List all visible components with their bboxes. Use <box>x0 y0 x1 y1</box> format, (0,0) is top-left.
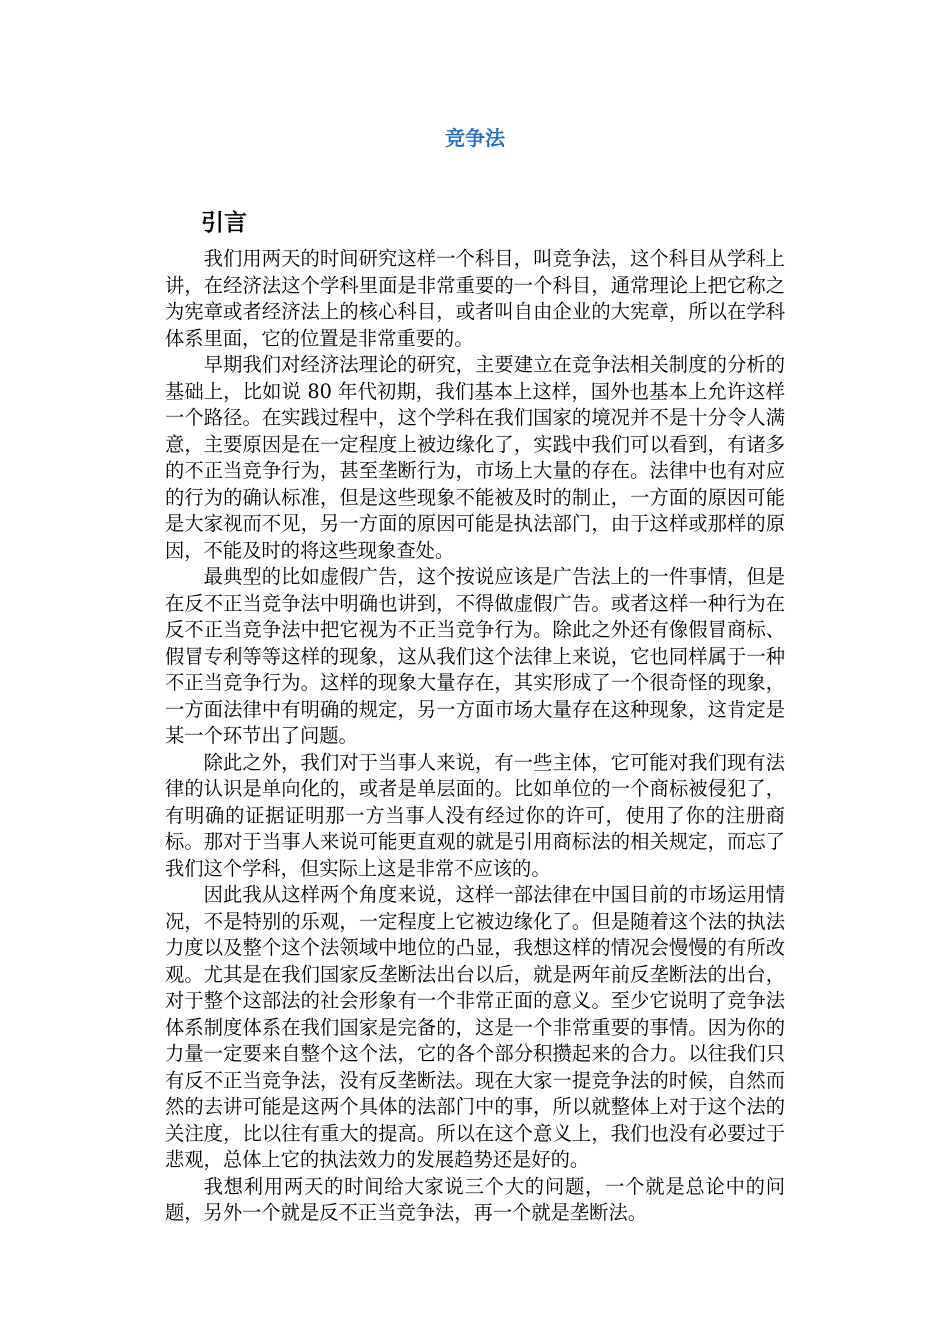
body-text <box>165 246 785 1227</box>
paragraph-5: 因此我从这样两个角度来说，这样一部法律在中国目前的市场运用情况，不是特别的乐观，一定程度上它被边缘化了。但是随着这个法的执法力度以及整个这个法领域中地位的凸显，我想这样的情况会慢慢的有所改观。尤其是在我们国家反垄断法出台以后，就是两年前反垄断法的出台，对于整个这部法的社会形象有一个非常正面的意义。至少它说明了竞争法体系制度体系在我们国家是完备的，这是一个非常重要的事情。因为你的力量一定要来自整个这个法，它的各个部分积攒起来的合力。以往我们只有反不正当竞争法，没有反垄断法。现在大家一提竞争法的时候，自然而然的去讲可能是这两个具体的法部门中的事，所以就整体上对于这个法的关注度，比以往有重大的提高。所以在这个意义上，我们也没有必要过于悲观，总体上它的执法效力的发展趋势还是好的。 <box>165 883 785 1171</box>
section-heading: 引言 <box>201 210 247 236</box>
paragraph-4: 除此之外，我们对于当事人来说，有一些主体，它可能对我们现有法律的认识是单向化的，或者是单层面的。比如单位的一个商标被侵犯了，有明确的证据证明那一方当事人没有经过你的许可，使用了你的注册商标。那对于当事人来说可能更直观的就是引用商标法的相关规定，而忘了我们这个学科，但实际上这是非常不应该的。 <box>165 750 785 880</box>
paragraph-2: 早期我们对经济法理论的研究，主要建立在竞争法相关制度的分析的基础上，比如说 80 年代初期，我们基本上这样，国外也基本上允许这样一个路径。在实践过程中，这个学科在我们国家的境况并不是十分令人满意，主要原因是在一定程度上被边缘化了，实践中我们可以看到，有诸多的不正当竞争行为，甚至垄断行为，市场上大量的存在。法律中也有对应的行为的确认标准，但是这些现象不能被及时的制止，一方面的原因可能是大家视而不见，另一方面的原因可能是执法部门，由于这样或那样的原因，不能及时的将这些现象查处。 <box>165 353 785 562</box>
paragraph-3: 最典型的比如虚假广告，这个按说应该是广告法上的一件事情，但是在反不正当竞争法中明确也讲到，不得做虚假广告。或者这样一种行为在反不正当竞争法中把它视为不正当竞争行为。除此之外还有像假冒商标、假冒专利等等这样的现象，这从我们这个法律上来说，它也同样属于一种不正当竞争行为。这样的现象大量存在，其实形成了一个很奇怪的现象，一方面法律中有明确的规定，另一方面市场大量存在这种现象，这肯定是某一个环节出了问题。 <box>165 565 785 747</box>
paragraph-6: 我想利用两天的时间给大家说三个大的问题，一个就是总论中的问题，另外一个就是反不正当竞争法，再一个就是垄断法。 <box>165 1174 785 1224</box>
paragraph-1: 我们用两天的时间研究这样一个科目，叫竞争法，这个科目从学科上讲，在经济法这个学科里面是非常重要的一个科目，通常理论上把它称之为宪章或者经济法上的核心科目，或者叫自由企业的大宪章，所以在学科体系里面，它的位置是非常重要的。 <box>165 247 785 350</box>
document-title: 竞争法 <box>445 126 505 150</box>
